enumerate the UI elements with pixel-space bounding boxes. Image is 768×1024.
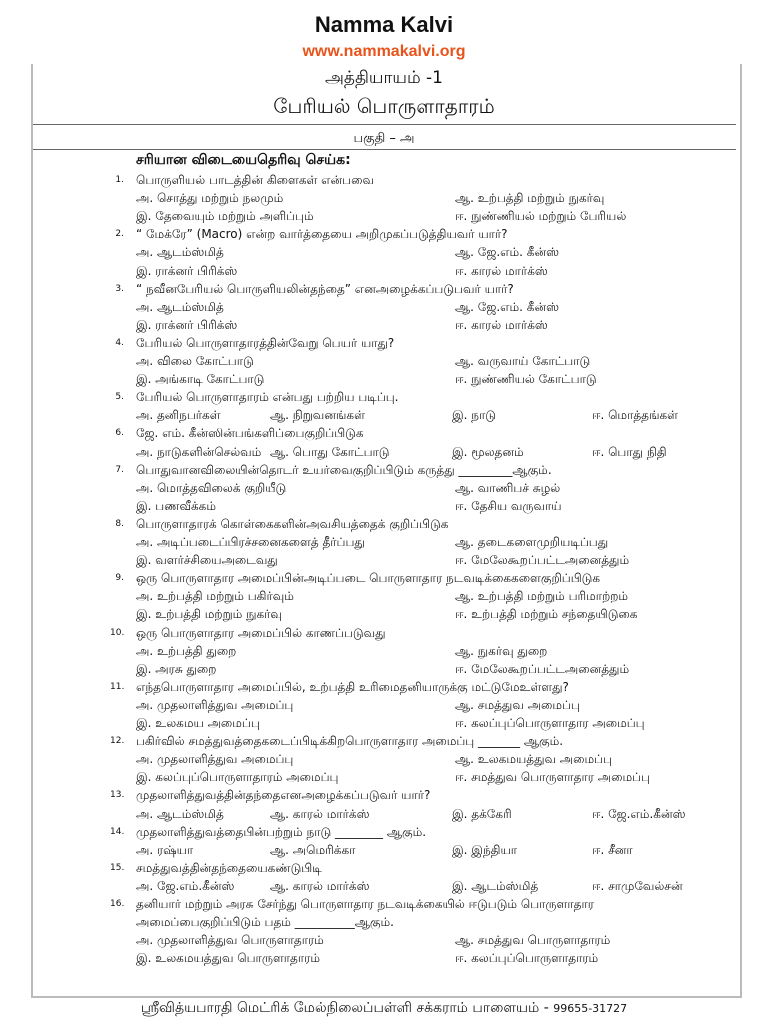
question-text: “ நவீனபேரியல் பொருளியலின்தந்தை” எனஅழைக்கப்படுபவர் யார்? xyxy=(136,281,514,296)
answer-option: இ. நாடு xyxy=(452,408,496,423)
answer-option: ஆ. காரல் மார்க்ஸ் xyxy=(270,806,370,821)
answer-option: ஈ. கலப்புப்பொருளாதாரம் xyxy=(455,951,599,966)
question-text: சமத்துவத்தின்தந்தையைகண்டுபிடி xyxy=(136,860,322,875)
answer-option: இ. ராக்னர் பிரிக்ஸ் xyxy=(136,263,238,278)
separator-line xyxy=(33,149,736,150)
answer-option: அ. உற்பத்தி மற்றும் பகிர்வும் xyxy=(136,589,294,604)
question-row xyxy=(0,227,768,245)
subject-heading: பேரியல் பொருளாதாரம் xyxy=(273,94,495,118)
footer-school-name: ஸ்ரீவித்யபாரதி மெட்ரிக் மேல்நிலைப்பள்ளி சக்கராம் பாளையம் - xyxy=(140,1000,549,1016)
site-title: Namma Kalvi xyxy=(314,12,454,37)
answer-option: இ. உற்பத்தி மற்றும் நுகர்வு xyxy=(136,607,282,622)
question-row xyxy=(0,788,768,806)
chapter-heading: அத்தியாயம் -1 xyxy=(325,68,443,88)
answer-option: அ. உற்பத்தி துறை xyxy=(136,643,237,658)
answer-option: ஆ. ஜே.எம். கீன்ஸ் xyxy=(455,245,559,260)
answer-option: ஆ. வாணிபச் சுழல் xyxy=(455,480,561,495)
answer-option: அ. சொத்து மற்றும் நலமும் xyxy=(136,191,284,206)
question-text: பொதுவானவிலையின்தொடர் உயர்வைகுறிப்பிடும் கருத்து _________ஆகும். xyxy=(136,462,552,477)
answer-option: ஈ. சாமுவேல்சன் xyxy=(592,878,683,893)
question-number: 3. xyxy=(115,283,124,294)
answer-option: இ. வளர்ச்சியைஅடைவது xyxy=(136,553,278,568)
answer-option: ஆ. ஜே.எம். கீன்ஸ் xyxy=(455,299,559,314)
question-row xyxy=(0,680,768,698)
question-number: 15. xyxy=(110,862,125,873)
question-number: 13. xyxy=(110,790,125,801)
question-text: முதலாளித்துவத்தைபின்பற்றும் நாடு ________ ஆகும். xyxy=(136,824,427,839)
answer-option: இ. அரசு துறை xyxy=(136,661,217,676)
options-row xyxy=(0,770,768,788)
answer-option: அ. முதலாளித்துவ பொருளாதாரம் xyxy=(136,933,324,948)
options-row xyxy=(0,354,768,372)
options-row xyxy=(0,716,768,734)
answer-option: ஈ. நுண்ணியல் மற்றும் பேரியல் xyxy=(455,209,627,224)
separator-line xyxy=(33,124,736,125)
options-row xyxy=(0,445,768,463)
options-row xyxy=(0,481,768,499)
answer-option: ஆ. வருவாய் கோட்பாடு xyxy=(455,354,591,368)
question-row xyxy=(0,626,768,644)
answer-option: ஆ. பொது கோட்பாடு xyxy=(270,444,390,459)
instruction-text: சரியான விடையைதெரிவு செய்க: xyxy=(136,152,351,168)
answer-option: இ. கலப்புப்பொருளாதாரம் அமைப்பு xyxy=(136,770,339,785)
question-text: அமைப்பைகுறிப்பிடும் பதம் __________ஆகும். xyxy=(136,915,394,930)
answer-option: இ. பணவீக்கம் xyxy=(136,498,216,513)
answer-option: இ. இந்தியா xyxy=(452,842,518,857)
answer-option: ஆ. காரல் மார்க்ஸ் xyxy=(270,878,370,893)
answer-option: அ. முதலாளித்துவ அமைப்பு xyxy=(136,752,294,767)
answer-option: ஈ. கலப்புப்பொருளாதார அமைப்பு xyxy=(455,716,645,730)
answer-option: ஆ. நுகர்வு துறை xyxy=(455,643,548,658)
section-label: பகுதி – அ xyxy=(353,131,415,146)
answer-option: ஆ. அமெரிக்கா xyxy=(270,842,356,857)
options-row xyxy=(0,408,768,426)
options-row xyxy=(0,662,768,680)
answer-option: அ. தனிநபர்கள் xyxy=(136,408,221,423)
answer-option: ஆ. சமத்துவ அமைப்பு xyxy=(455,697,580,712)
options-row xyxy=(0,535,768,553)
answer-option: அ. அடிப்படைப்பிரச்சனைகளைத் தீர்ப்பது xyxy=(136,535,365,549)
options-row xyxy=(0,318,768,336)
answer-option: ஆ. தடைகளைமுறியடிப்பது xyxy=(455,535,609,549)
options-row xyxy=(0,951,768,969)
question-number: 11. xyxy=(110,681,125,692)
answer-option: ஈ. பொது நிதி xyxy=(592,444,667,459)
answer-option: அ. ஜே.எம்.கீன்ஸ் xyxy=(136,878,235,893)
question-text: பொருளியல் பாடத்தின் கிளைகள் என்பவை xyxy=(136,173,374,187)
options-row xyxy=(0,752,768,770)
answer-option: அ. ஆடம்ஸ்மித் xyxy=(136,245,224,260)
question-text: தனியார் மற்றும் அரசு சேர்ந்து பொருளாதார நடவடிக்கையில் ஈடுபடும் பொருளாதார xyxy=(136,897,594,911)
options-row xyxy=(0,589,768,607)
options-row xyxy=(0,499,768,517)
question-row xyxy=(0,173,768,191)
answer-option: ஈ. காரல் மார்க்ஸ் xyxy=(455,317,548,332)
question-number: 16. xyxy=(110,899,125,909)
question-number: 1. xyxy=(115,175,124,185)
footer-phone: 99655-31727 xyxy=(553,1002,628,1015)
options-row xyxy=(0,607,768,625)
answer-option: ஈ. மேலேகூறப்பட்டஅனைத்தும் xyxy=(455,553,630,568)
options-row xyxy=(0,264,768,282)
answer-option: இ. ஆடம்ஸ்மித் xyxy=(452,878,539,893)
answer-option: ஈ. தேசிய வருவாய் xyxy=(455,498,562,513)
question-row xyxy=(0,897,768,915)
answer-option: ஆ. நிறுவனங்கள் xyxy=(270,408,365,423)
answer-option: அ. முதலாளித்துவ அமைப்பு xyxy=(136,697,294,712)
question-number: 4. xyxy=(115,337,124,348)
options-row xyxy=(0,553,768,571)
answer-option: இ. உலகமய அமைப்பு xyxy=(136,716,260,730)
answer-option: இ. தேவையும் மற்றும் அளிப்பும் xyxy=(136,209,314,224)
question-number: 6. xyxy=(115,428,124,439)
question-number: 2. xyxy=(115,229,124,240)
question-number: 7. xyxy=(115,464,124,475)
options-row xyxy=(0,372,768,390)
question-text: பேரியல் பொருளாதாரம் என்பது பற்றிய படிப்பு. xyxy=(136,390,399,405)
answer-option: இ. மூலதனம் xyxy=(452,444,524,459)
answer-option: இ. அங்காடி கோட்பாடு xyxy=(136,372,265,387)
question-text: ஜே. எம். கீன்ஸின்பங்களிப்பைகுறிப்பிடுக xyxy=(136,426,364,441)
question-row xyxy=(0,861,768,879)
question-row xyxy=(0,517,768,535)
options-row xyxy=(0,644,768,662)
options-row xyxy=(0,245,768,263)
question-number: 14. xyxy=(110,826,125,837)
answer-option: ஈ. உற்பத்தி மற்றும் சந்தையிடுகை xyxy=(455,607,638,622)
options-row xyxy=(0,209,768,227)
answer-option: அ. மொத்தவிலைக் குறியீடு xyxy=(136,480,287,495)
answer-option: அ. நாடுகளின்செல்வம் xyxy=(136,444,262,459)
question-row xyxy=(0,336,768,354)
answer-option: ஈ. நுண்ணியல் கோட்பாடு xyxy=(455,372,597,387)
answer-option: அ. ரஷ்யா xyxy=(136,842,194,857)
answer-option: ஆ. உற்பத்தி மற்றும் நுகர்வு xyxy=(455,191,605,206)
site-url-link[interactable]: www.nammakalvi.org xyxy=(302,43,466,60)
question-row xyxy=(0,282,768,300)
answer-option: இ. உலகமயத்துவ பொருளாதாரம் xyxy=(136,951,320,966)
question-text: “ மேக்ரே” (Macro) என்ற வார்த்தையை அறிமுகப்படுத்தியவர் யார்? xyxy=(136,227,508,242)
question-text: பகிர்வில் சமத்துவத்தைகடைப்பிடிக்கிறபொருளாதார அமைப்பு _______ ஆகும். xyxy=(136,734,564,749)
question-number: 10. xyxy=(110,627,125,638)
options-row xyxy=(0,933,768,951)
answer-option: ஆ. சமத்துவ பொருளாதாரம் xyxy=(455,933,611,948)
answer-option: ஈ. மேலேகூறப்பட்டஅனைத்தும் xyxy=(455,661,630,676)
question-text: பேரியல் பொருளாதாரத்தின்வேறு பெயர் யாது? xyxy=(136,335,395,350)
question-row xyxy=(0,734,768,752)
question-text: பொருளாதாரக் கொள்கைகளின்அவசியத்தைக் குறிப்பிடுக xyxy=(136,516,449,531)
options-row xyxy=(0,300,768,318)
question-number: 9. xyxy=(115,573,124,584)
options-row xyxy=(0,879,768,897)
question-row xyxy=(0,825,768,843)
answer-option: ஈ. காரல் மார்க்ஸ் xyxy=(455,263,548,278)
answer-option: இ. தக்கேரி xyxy=(452,806,512,821)
footer xyxy=(0,1000,768,1018)
question-text: ஒரு பொருளாதார அமைப்பில் காணப்படுவது xyxy=(136,625,386,640)
question-row xyxy=(0,390,768,408)
question-number: 12. xyxy=(110,736,125,747)
options-row xyxy=(0,807,768,825)
answer-option: ஆ. உலகமயத்துவ அமைப்பு xyxy=(455,752,613,767)
answer-option: ஈ. சீனா xyxy=(592,842,633,857)
question-text: எந்தபொருளாதார அமைப்பில், உற்பத்தி உரிமைதனியாருக்கு மட்டுமேஉள்ளது? xyxy=(136,679,569,694)
answer-option: ஈ. ஜே.எம்.கீன்ஸ் xyxy=(592,806,686,821)
answer-option: அ. விலை கோட்பாடு xyxy=(136,354,254,368)
question-row xyxy=(0,426,768,444)
options-row xyxy=(0,843,768,861)
question-row xyxy=(0,571,768,589)
answer-option: ஈ. மொத்தங்கள் xyxy=(592,408,679,423)
answer-option: ஆ. உற்பத்தி மற்றும் பரிமாற்றம் xyxy=(455,589,629,604)
question-row xyxy=(0,915,768,933)
options-row xyxy=(0,698,768,716)
question-text: ஒரு பொருளாதார அமைப்பின்அடிப்படை பொருளாதார நடவடிக்கைகளைகுறிப்பிடுக xyxy=(136,571,601,586)
question-row xyxy=(0,463,768,481)
options-row xyxy=(0,191,768,209)
question-number: 8. xyxy=(115,518,124,529)
answer-option: ஈ. சமத்துவ பொருளாதார அமைப்பு xyxy=(455,770,650,785)
answer-option: அ. ஆடம்ஸ்மித் xyxy=(136,806,224,821)
question-text: முதலாளித்துவத்தின்தந்தைஎனஅழைக்கப்படுவர் யார்? xyxy=(136,788,431,803)
answer-option: இ. ராக்னர் பிரிக்ஸ் xyxy=(136,317,238,332)
answer-option: அ. ஆடம்ஸ்மித் xyxy=(136,299,224,314)
question-number: 5. xyxy=(115,392,124,403)
